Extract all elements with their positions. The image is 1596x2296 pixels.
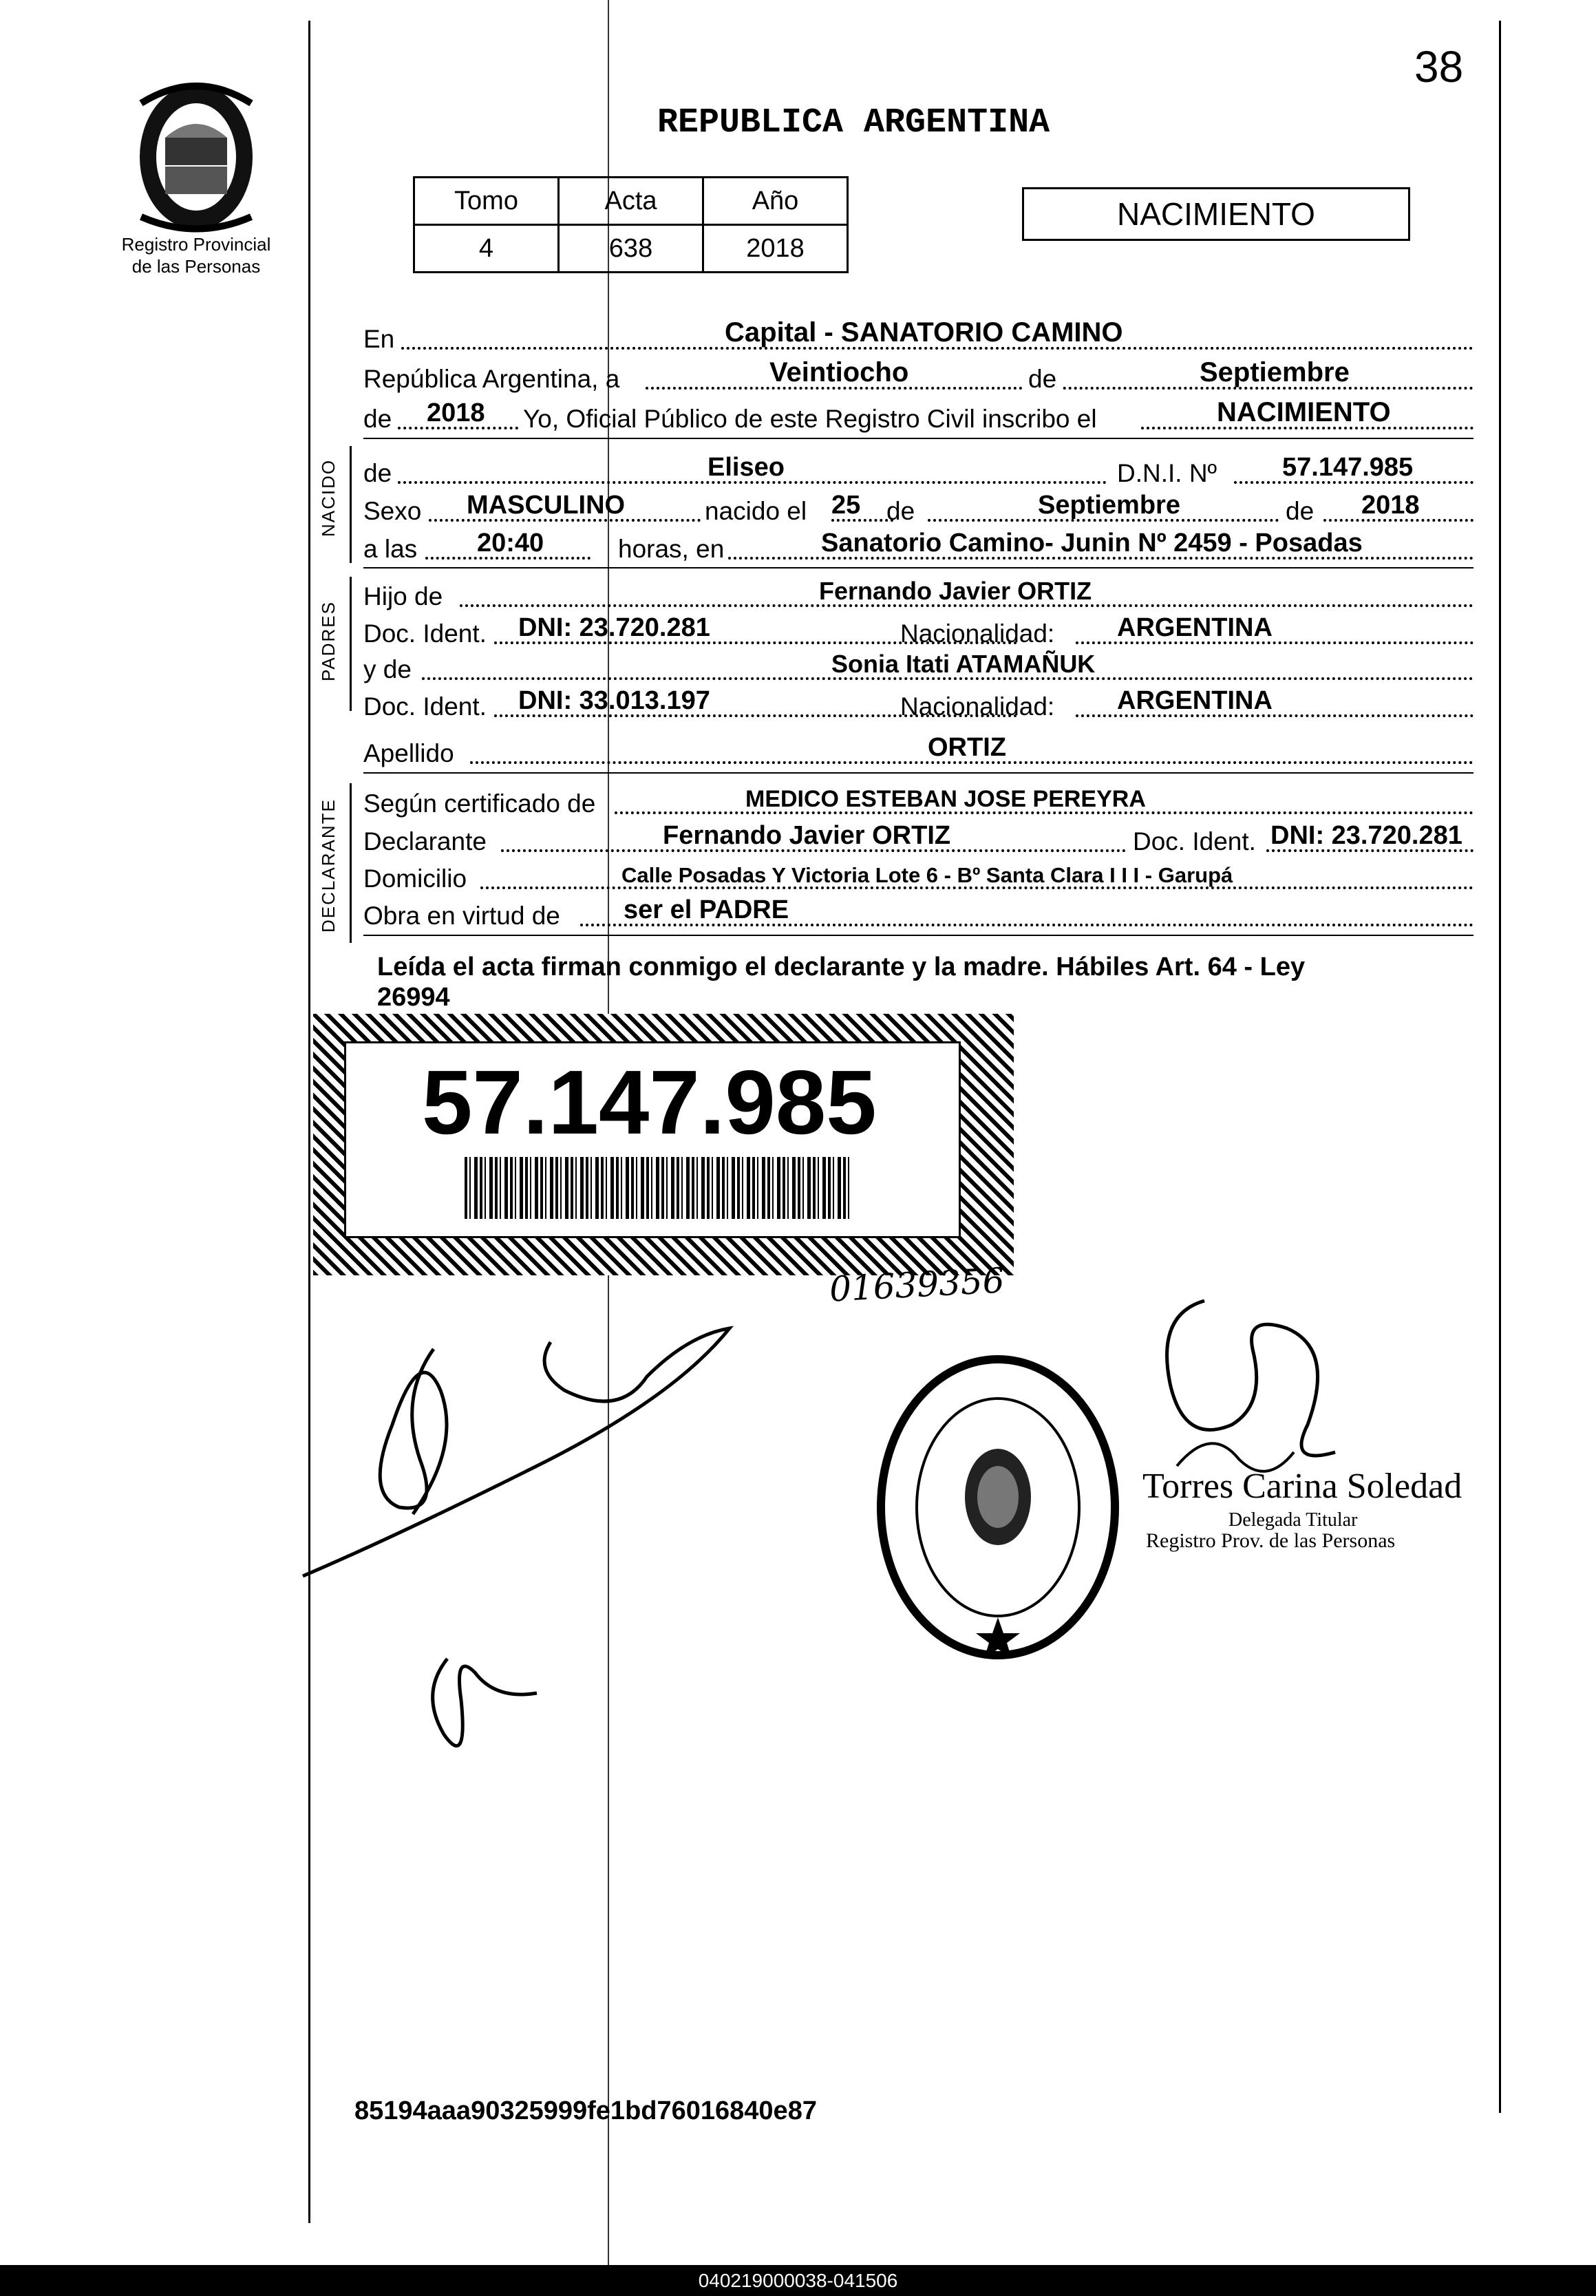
logo-caption-line2: de las Personas (131, 256, 261, 277)
barcode-icon (465, 1157, 850, 1219)
padres-bracket (350, 577, 352, 711)
declarante-label: Declarante (363, 827, 487, 855)
child-name: Eliseo (707, 453, 785, 482)
nacido-bracket (350, 446, 352, 563)
en-value: Capital - SANATORIO CAMINO (725, 317, 1123, 348)
year-text: Yo, Oficial Público de este Registro Civil inscribo el (523, 405, 1097, 433)
mother-doc-label: Doc. Ident. (363, 692, 487, 721)
declarante-doc: DNI: 23.720.281 (1270, 821, 1462, 850)
anio-value: 2018 (703, 225, 848, 273)
year-de-label: de (363, 405, 392, 433)
official-round-stamp-icon (867, 1346, 1129, 1669)
provincia-de-misiones-seal-icon (100, 76, 292, 234)
footer-code-bar (0, 2265, 1596, 2296)
apellido-row (363, 731, 1473, 771)
act-type-value: NACIMIENTO (1217, 397, 1391, 427)
obra-value: ser el PADRE (624, 895, 789, 924)
tomo-header: Tomo (414, 178, 559, 225)
document-hash: 85194aaa90325999fe1bd76016840e87 (354, 2096, 817, 2125)
left-margin-line (308, 21, 310, 2223)
closing-line1: Leída el acta firman conmigo el declarante y la madre. Hábiles Art. 64 - Ley (377, 953, 1306, 981)
mother-doc: DNI: 33.013.197 (518, 686, 710, 715)
logo-caption-line1: Registro Provincial (121, 234, 271, 255)
nacido-section-label: NACIDO (318, 458, 339, 537)
alas-label: a las (363, 535, 418, 563)
nacido-name-row (363, 451, 1473, 491)
declarante-bracket (350, 783, 352, 943)
declarante-signature-icon (262, 1287, 950, 1810)
declarante-section-label: DECLARANTE (318, 798, 339, 933)
hijo-row (363, 574, 1473, 614)
republica-de-label: de (1024, 365, 1061, 394)
obra-label: Obra en virtud de (363, 902, 560, 930)
republica-row (363, 357, 1473, 396)
tomo-value: 4 (414, 225, 559, 273)
year-row (363, 396, 1473, 436)
hora-row (363, 527, 1473, 566)
hijo-label: Hijo de (363, 582, 443, 610)
mother-nationality: ARGENTINA (1117, 686, 1273, 715)
logo (100, 76, 292, 282)
nacido-de-label3: de (1286, 497, 1315, 525)
year-value: 2018 (427, 398, 485, 427)
declarante-value: Fernando Javier ORTIZ (663, 821, 951, 850)
acta-header: Acta (559, 178, 703, 225)
domicilio-label: Domicilio (363, 864, 467, 893)
sexo-row (363, 489, 1473, 529)
father-nationality: ARGENTINA (1117, 613, 1273, 642)
segun-label: Según certificado de (363, 789, 596, 818)
officer-role: Delegada Titular (1228, 1509, 1358, 1531)
mother-name: Sonia Itati ATAMAÑUK (831, 650, 1096, 678)
birth-place: Sanatorio Camino- Junin Nº 2459 - Posadas (821, 529, 1363, 557)
closing-line2: 26994 (377, 983, 450, 1012)
en-row (363, 317, 1473, 357)
father-doc: DNI: 23.720.281 (518, 613, 710, 642)
nacido-de-label: de (363, 459, 392, 487)
birth-year: 2018 (1361, 491, 1420, 520)
officer-name: Torres Carina Soledad (1142, 1467, 1462, 1506)
segun-row (363, 781, 1473, 821)
barcode-label (344, 1041, 961, 1238)
page-number: 38 (1414, 42, 1464, 92)
child-dni: 57.147.985 (1282, 453, 1414, 482)
nacido-de-label2: de (886, 497, 915, 525)
divider-4 (363, 935, 1473, 936)
footer-code: 040219000038-041506 (698, 2270, 898, 2291)
father-doc-row (363, 611, 1473, 651)
barcode-number: 57.147.985 (422, 1052, 877, 1153)
birth-day: 25 (831, 491, 861, 520)
declarante-row (363, 819, 1473, 859)
father-doc-label: Doc. Ident. (363, 619, 487, 648)
dni-label: D.N.I. Nº (1117, 459, 1217, 487)
divider-2 (363, 567, 1473, 568)
mother-nac-label: Nacionalidad: (900, 692, 1055, 721)
republica-label: República Argentina, a (363, 365, 620, 393)
mother-doc-row (363, 684, 1473, 724)
domicilio-row (363, 856, 1473, 896)
sexo-label: Sexo (363, 497, 422, 525)
certificado-value: MEDICO ESTEBAN JOSE PEREYRA (745, 786, 1146, 812)
right-margin-line (1499, 21, 1501, 2113)
birth-month: Septiembre (1038, 491, 1180, 520)
en-label: En (363, 325, 395, 353)
apellido-value: ORTIZ (928, 733, 1006, 762)
sexo-value: MASCULINO (467, 491, 626, 520)
father-nac-label: Nacionalidad: (900, 619, 1055, 648)
month-value: Septiembre (1200, 357, 1350, 387)
anio-header: Año (703, 178, 848, 225)
officer-signature-icon (1129, 1287, 1445, 1494)
padres-section-label: PADRES (318, 601, 339, 681)
divider-3 (363, 772, 1473, 774)
day-value: Veintiocho (769, 357, 909, 387)
handwritten-number: 01639356 (828, 1260, 1006, 1310)
obra-row (363, 893, 1473, 933)
y-de-label: y de (363, 655, 412, 683)
father-name: Fernando Javier ORTIZ (819, 577, 1092, 605)
apellido-label: Apellido (363, 739, 454, 767)
act-type-box: NACIMIENTO (1022, 187, 1410, 241)
domicilio-value: Calle Posadas Y Victoria Lote 6 - Bº Santa Clara I I I - Garupá (621, 863, 1233, 887)
document-title: REPUBLICA ARGENTINA (657, 103, 1050, 142)
acta-value: 638 (559, 225, 703, 273)
declarante-doc-label: Doc. Ident. (1127, 827, 1256, 856)
officer-office: Registro Prov. de las Personas (1146, 1529, 1396, 1552)
mother-row (363, 647, 1473, 687)
horas-label: horas, en (618, 535, 725, 563)
nacido-el-label: nacido el (705, 497, 807, 525)
tomo-acta-table (413, 176, 849, 273)
divider-1 (363, 438, 1473, 439)
birth-time: 20:40 (477, 529, 544, 557)
